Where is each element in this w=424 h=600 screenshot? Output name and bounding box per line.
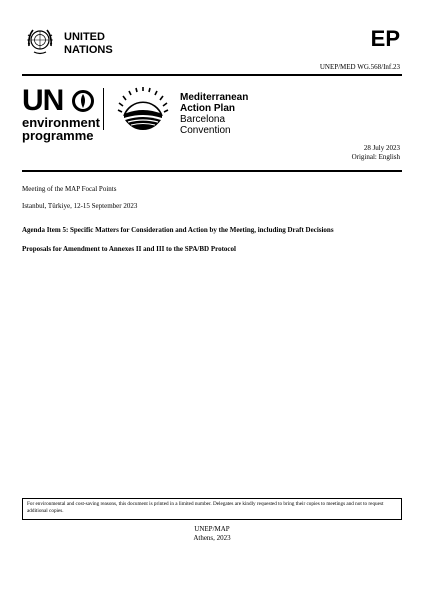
footer bbox=[0, 525, 424, 543]
meeting-venue: Istanbul, Türkiye, 12-15 September 2023 bbox=[22, 202, 138, 210]
map-logo-line2: Action Plan bbox=[180, 103, 236, 114]
unep-globe-icon bbox=[72, 90, 94, 112]
document-original-language: Original: English bbox=[351, 153, 400, 161]
unep-logo-un: UN bbox=[22, 84, 64, 117]
meta-rule bbox=[22, 170, 402, 172]
unep-logo-line3: programme bbox=[22, 128, 94, 143]
unep-logo-text bbox=[22, 116, 100, 142]
footer-place-year: Athens, 2023 bbox=[193, 534, 231, 542]
logo-divider bbox=[103, 88, 104, 130]
unep-logo-line2: environment bbox=[22, 115, 101, 130]
map-logo-line1: Mediterranean bbox=[180, 92, 249, 103]
un-name-line2: NATIONS bbox=[64, 44, 113, 56]
header-rule bbox=[22, 74, 402, 76]
document-title: Proposals for Amendment to Annexes II and III to the SPA/BD Protocol bbox=[22, 245, 236, 253]
document-date: 28 July 2023 bbox=[363, 144, 400, 152]
document-code: EP bbox=[370, 26, 400, 51]
un-name bbox=[64, 31, 113, 57]
footer-publisher: UNEP/MAP bbox=[194, 525, 230, 533]
meeting-name: Meeting of the MAP Focal Points bbox=[22, 185, 117, 193]
map-emblem-icon bbox=[114, 84, 172, 134]
agenda-item: Agenda Item 5: Specific Matters for Consideration and Action by the Meeting, including Draft Decisions bbox=[22, 226, 334, 234]
map-logo-line4: Convention bbox=[180, 125, 231, 136]
document-symbol: UNEP/MED WG.568/Inf.23 bbox=[319, 63, 400, 71]
print-notice-box: For environmental and cost-saving reasons, this document is printed in a limited number. Delegates are kindly requested to bring their copies to meetings and not to request additional copies. bbox=[22, 498, 402, 520]
map-logo-line3: Barcelona bbox=[180, 114, 226, 125]
date-block bbox=[352, 144, 400, 162]
map-logo-text bbox=[180, 92, 248, 136]
un-name-line1: UNITED bbox=[64, 31, 105, 43]
un-emblem-icon bbox=[24, 26, 56, 58]
